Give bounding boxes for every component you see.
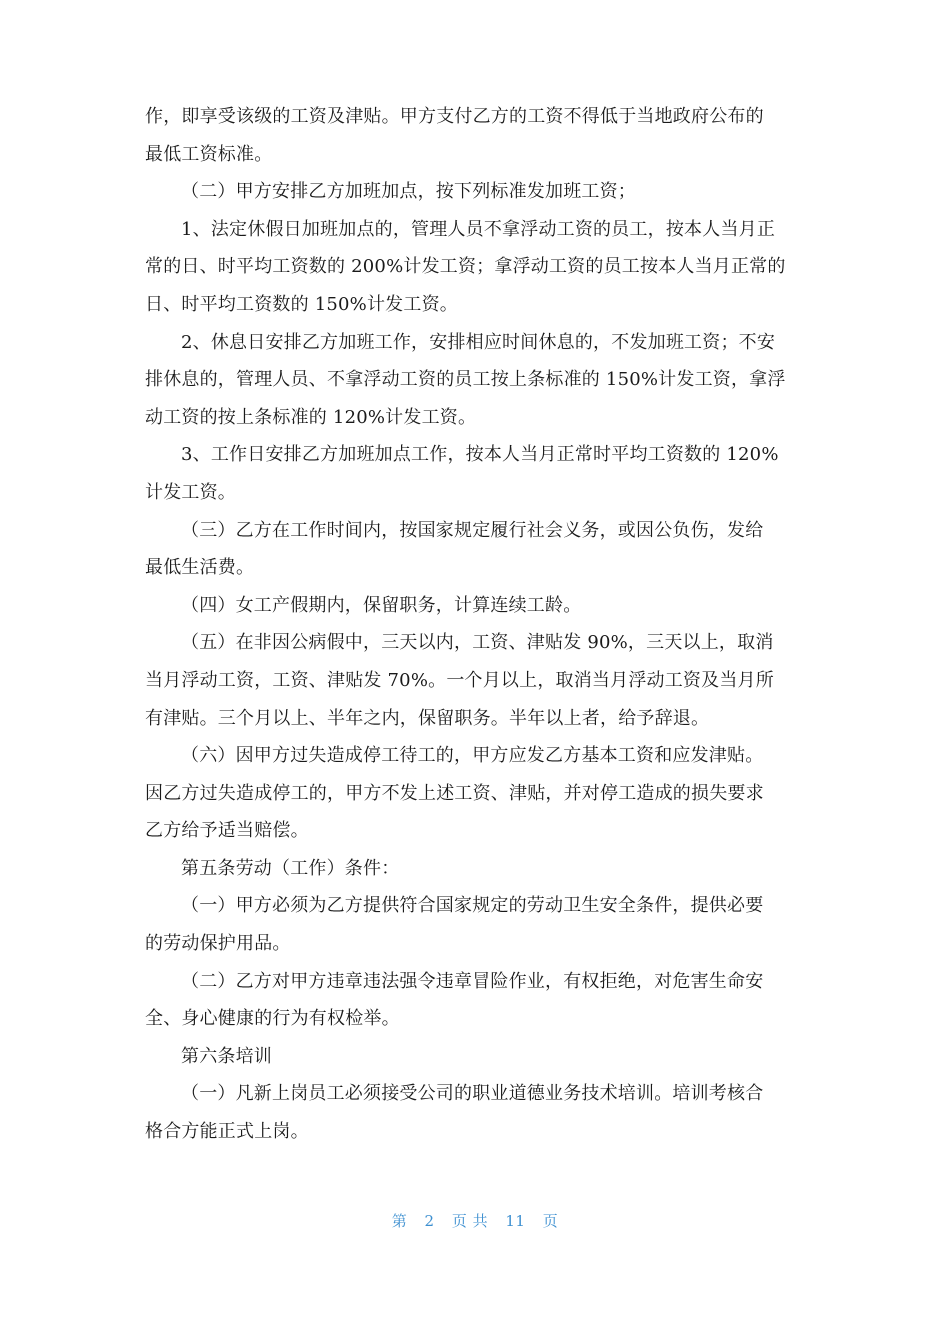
text-line: 有津贴。三个月以上、半年之内，保留职务。半年以上者，给予辞退。 [145, 707, 710, 729]
text-line: 作，即享受该级的工资及津贴。甲方支付乙方的工资不得低于当地政府公布的 [145, 106, 764, 127]
text-line: 日、时平均工资数的 150%计发工资。 [145, 293, 458, 315]
text-line: （一）甲方必须为乙方提供符合国家规定的劳动卫生安全条件，提供必要 [181, 895, 764, 917]
text-line: 因乙方过失造成停工的，甲方不发上述工资、津贴，并对停工造成的损失要求 [145, 782, 764, 804]
text-line: 第六条培训 [181, 1045, 272, 1067]
footer-page-number: 2 [424, 1212, 435, 1230]
text-line: 排休息的，管理人员、不拿浮动工资的员工按上条标准的 150%计发工资，拿浮 [145, 369, 786, 391]
text-line: 乙方给予适当赔偿。 [145, 820, 309, 842]
text-line: 1、法定休假日加班加点的，管理人员不拿浮动工资的员工，按本人当月正 [181, 218, 776, 240]
text-line: 3、工作日安排乙方加班加点工作，按本人当月正常时平均工资数的 120% [181, 444, 779, 466]
text-line: 当月浮动工资，工资、津贴发 70%。一个月以上，取消当月浮动工资及当月所 [145, 669, 774, 691]
text-line: （五）在非因公病假中，三天以内，工资、津贴发 90%，三天以上，取消 [181, 632, 774, 654]
footer-total-pages: 11 [505, 1212, 526, 1230]
footer-suffix: 页 [542, 1212, 559, 1230]
document-body [145, 98, 805, 1151]
text-line: 动工资的按上条标准的 120%计发工资。 [145, 406, 477, 428]
text-line: （三）乙方在工作时间内，按国家规定履行社会义务，或因公负伤，发给 [181, 519, 764, 541]
text-line: 最低工资标准。 [145, 143, 273, 165]
text-line: 最低生活费。 [145, 557, 255, 579]
footer-middle: 页 共 [451, 1212, 489, 1230]
text-line: （四）女工产假期内，保留职务，计算连续工龄。 [181, 594, 582, 616]
text-line: 格合方能正式上岗。 [145, 1121, 309, 1143]
text-line: 全、身心健康的行为有权检举。 [145, 1008, 400, 1030]
text-line: 的劳动保护用品。 [145, 933, 291, 955]
text-line: 计发工资。 [145, 481, 236, 503]
text-line: （六）因甲方过失造成停工待工的，甲方应发乙方基本工资和应发津贴。 [181, 745, 764, 767]
text-line: 常的日、时平均工资数的 200%计发工资；拿浮动工资的员工按本人当月正常的 [145, 256, 786, 278]
text-line: 2、休息日安排乙方加班工作，安排相应时间休息的，不发加班工资；不安 [181, 331, 776, 353]
footer-prefix: 第 [391, 1212, 408, 1230]
text-line: （二）乙方对甲方违章违法强令违章冒险作业，有权拒绝，对危害生命安 [181, 970, 764, 992]
text-line: 第五条劳动（工作）条件： [181, 857, 400, 879]
text-line: （二）甲方安排乙方加班加点，按下列标准发加班工资； [181, 181, 636, 203]
page-footer [0, 1210, 950, 1231]
text-line: （一）凡新上岗员工必须接受公司的职业道德业务技术培训。培训考核合 [181, 1083, 764, 1105]
